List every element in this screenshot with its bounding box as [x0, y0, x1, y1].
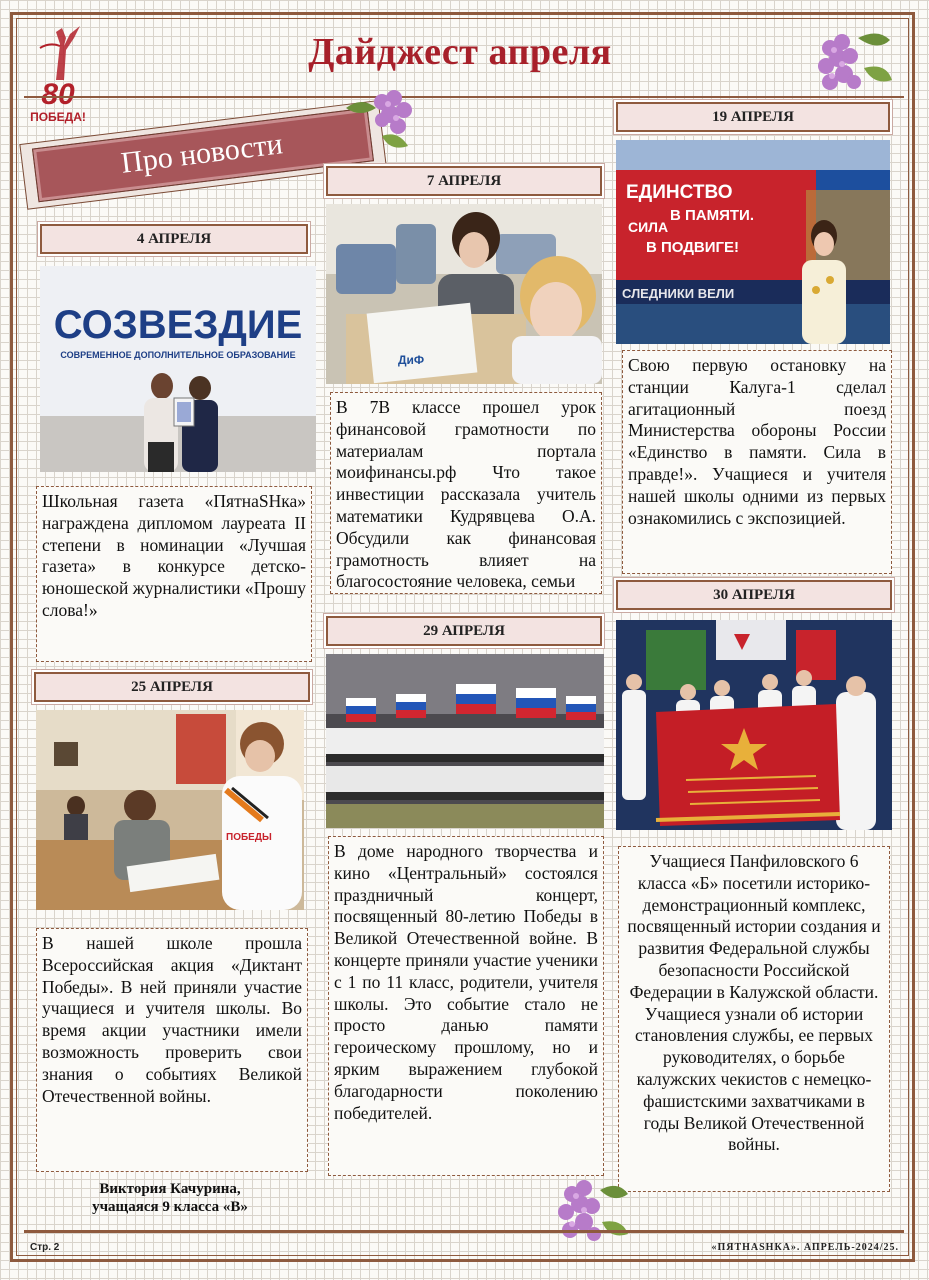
author-signature: [40, 1180, 300, 1216]
statue-icon: [26, 24, 90, 84]
date-bar-apr-25: 25 АПРЕЛЯ: [34, 672, 310, 702]
train-slogan-1: ЕДИНСТВО: [626, 182, 733, 203]
date-bar-apr-4: 4 АПРЕЛЯ: [40, 224, 308, 254]
lilac-flower-icon: [546, 1176, 630, 1248]
photo-finance-lesson: [326, 204, 602, 384]
article-text-apr-19: Свою первую остановку на станции Калуга-1 сделал агитационный поезд Министерства обороны России «Единство в памяти. Сила в правде!». Учащиеся и учителя нашей школы одними из первых ознакомились с экспозицией.: [622, 350, 892, 574]
shirt-print-text: ПОБЕДЫ: [226, 832, 272, 843]
author-name: Виктория Качурина,: [99, 1181, 241, 1197]
photo-sign-subtext: СОВРЕМЕННОЕ ДОПОЛНИТЕЛЬНОЕ ОБРАЗОВАНИЕ: [60, 350, 296, 360]
article-text-apr-25: В нашей школе прошла Всероссийская акция «Диктант Победы». В ней приняли участие учащиеся и учителя школы. Во время акции участники имели возможность проверить свои знания о событиях Великой Отечественной войны.: [36, 928, 308, 1172]
photo-victory-dictation: [36, 710, 304, 910]
photo-agitation-train: [616, 140, 890, 344]
victory-80-logo: [26, 24, 90, 128]
title-divider: [24, 96, 904, 98]
photo-fsb-exhibition: [616, 620, 892, 830]
banner-label: Про новости: [119, 127, 285, 180]
footer-divider: [24, 1230, 904, 1233]
article-text-apr-7: В 7В классе прошел урок финансовой грамотности по материалам портала моифинансы.рф Что такое инвестиции рассказала учитель математики Кудрявцева О.А. Обсудили как финансовая грамотность влияет на благосостояние человека, семьи: [330, 392, 602, 594]
date-bar-apr-19: 19 АПРЕЛЯ: [616, 102, 890, 132]
lilac-flower-icon: [342, 86, 422, 156]
lilac-flower-icon: [808, 28, 894, 98]
article-text-apr-30: Учащиеся Панфиловского 6 класса «Б» посетили историко-демонстрационный комплекс, посвященный истории создания и развития Федеральной службы безопасности Российской Федерации в Калужской области. Учащиеся узнали об истории становления службы, ее первых руководителях, о борьбе калужских чекистов с немецко-фашистскими захватчиками в годы Великой Отечественной войны.: [618, 846, 890, 1192]
article-text-apr-29: В доме народного творчества и кино «Центральный» состоялся праздничный концерт, посвященный 80-летию Победы в Великой Отечественной войне. В концерте приняли участие ученики с 1 по 11 класс, родители, учителя школы. Это событие стало не просто данью памяти героическому прошлому, но и ярким выражением глубокой благодарности поколению победителей.: [328, 836, 604, 1176]
page-title: Дайджест апреля: [308, 31, 612, 73]
date-bar-apr-7: 7 АПРЕЛЯ: [326, 166, 602, 196]
train-slogan-3: СИЛА: [628, 219, 669, 235]
author-role: учащаяся 9 класса «В»: [92, 1199, 248, 1215]
logo-number: 80: [41, 78, 75, 111]
photo-sign-text: СОЗВЕЗДИЕ: [53, 303, 303, 347]
date-bar-apr-29: 29 АПРЕЛЯ: [326, 616, 602, 646]
train-slogan-4: В ПОДВИГЕ!: [646, 239, 740, 256]
logo-word: ПОБЕДА!: [30, 110, 86, 124]
page-number: Стр. 2: [30, 1242, 60, 1253]
train-slogan-5: СЛЕДНИКИ ВЕЛИ: [622, 286, 735, 301]
date-bar-apr-30: 30 АПРЕЛЯ: [616, 580, 892, 610]
train-slogan-2: В ПАМЯТИ.: [670, 207, 755, 224]
photo-victory-concert: [326, 654, 604, 828]
photo-sozvezdie-award: [40, 266, 316, 472]
worksheet-logo-text: ДиФ: [398, 353, 425, 367]
article-text-apr-4: Школьная газета «ПятнаSHка» награждена дипломом лауреата II степени в номинации «Лучшая газета» в конкурсе детско-юношеской журналистики «Прошу слова!»: [36, 486, 312, 662]
issue-label: «ПЯТНАSHКА». АПРЕЛЬ-2024/25.: [711, 1242, 899, 1253]
